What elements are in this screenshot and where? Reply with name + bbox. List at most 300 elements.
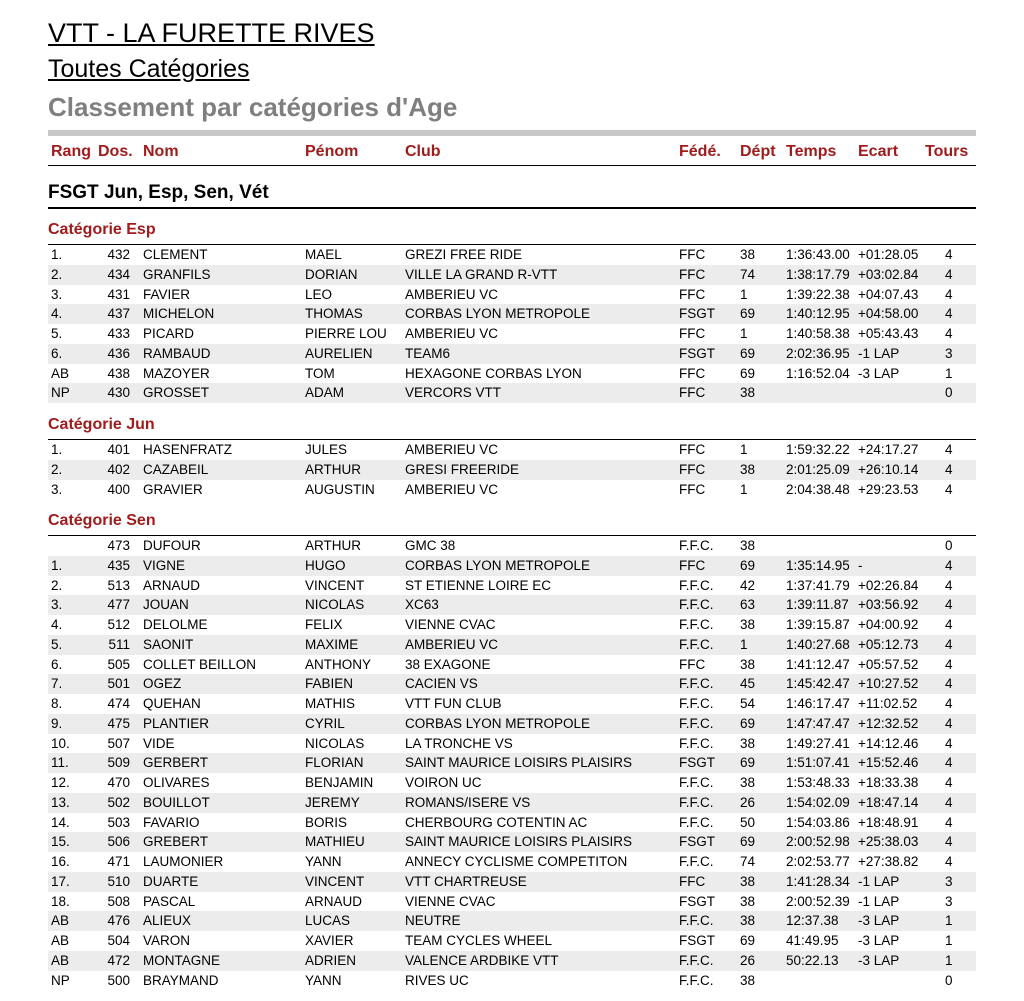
cell-rang: 5.	[51, 326, 63, 341]
cell-ecart: +15:52.46	[858, 755, 919, 771]
cell-temps: 2:00:52.39	[786, 893, 850, 909]
cell-temps: 2:00:52.98	[786, 834, 850, 850]
table-row	[48, 344, 976, 364]
cell-nom: CLEMENT	[143, 247, 208, 262]
cell-nom: ALIEUX	[143, 913, 192, 929]
cell-nom: GRANFILS	[143, 266, 211, 282]
column-header-temps: Temps	[786, 143, 837, 160]
cell-ecart: -3 LAP	[858, 913, 900, 929]
cell-temps: 1:36:43.00	[786, 247, 850, 262]
cell-dossard: 503	[107, 814, 130, 830]
cell-dossard: 512	[107, 617, 130, 632]
cell-dossard: 474	[107, 696, 130, 711]
cell-nom: BRAYMAND	[143, 972, 219, 988]
column-headers	[48, 143, 976, 163]
cell-tours: 4	[945, 326, 953, 341]
cell-departement: 38	[740, 461, 756, 477]
cell-prenom: MATHIS	[305, 696, 355, 711]
column-header-dos: Dos.	[98, 143, 133, 160]
table-row	[48, 615, 976, 635]
cell-nom: MAZOYER	[143, 365, 210, 381]
cell-federation: F.F.C.	[679, 617, 714, 632]
cell-tours: 4	[945, 735, 953, 751]
cell-nom: BOUILLOT	[143, 794, 210, 810]
cell-tours: 4	[945, 814, 953, 830]
cell-dossard: 513	[107, 577, 130, 593]
cell-club: XC63	[405, 597, 439, 613]
cell-dossard: 502	[107, 794, 130, 810]
cell-club: VTT FUN CLUB	[405, 696, 502, 711]
cell-dossard: 438	[107, 365, 130, 381]
cell-federation: FFC	[679, 557, 706, 573]
cell-federation: FSGT	[679, 306, 715, 322]
cell-rang: 6.	[51, 345, 63, 361]
cell-departement: 38	[740, 538, 756, 553]
cell-dossard: 506	[107, 834, 130, 850]
cell-tours: 4	[945, 617, 953, 632]
table-row	[48, 576, 976, 596]
cell-club: LA TRONCHE VS	[405, 735, 513, 751]
cell-nom: QUEHAN	[143, 696, 201, 711]
cell-club: CORBAS LYON METROPOLE	[405, 306, 591, 322]
cell-nom: VIDE	[143, 735, 175, 751]
cell-prenom: YANN	[305, 854, 342, 869]
cell-rang: 1.	[51, 247, 63, 262]
cell-dossard: 435	[107, 557, 130, 573]
cell-temps: 1:54:02.09	[786, 794, 850, 810]
cell-temps: 1:40:58.38	[786, 326, 850, 341]
cell-dossard: 472	[107, 952, 130, 968]
cell-federation: FSGT	[679, 755, 715, 771]
cell-prenom: BENJAMIN	[305, 775, 374, 790]
cell-federation: F.F.C.	[679, 794, 714, 810]
cell-nom: PASCAL	[143, 893, 196, 909]
cell-temps: 1:40:27.68	[786, 636, 850, 652]
cell-ecart: +14:12.46	[858, 735, 919, 751]
cell-dossard: 507	[107, 735, 130, 751]
cell-temps: 1:39:11.87	[786, 597, 849, 613]
table-row	[48, 460, 976, 480]
cell-nom: DELOLME	[143, 617, 208, 632]
cell-prenom: FELIX	[305, 617, 343, 632]
cell-federation: FSGT	[679, 834, 715, 850]
cell-rang: 2.	[51, 577, 63, 593]
cell-rang: NP	[51, 972, 70, 988]
cell-club: VERCORS VTT	[405, 385, 502, 401]
cell-nom: VIGNE	[143, 557, 186, 573]
cell-nom: MONTAGNE	[143, 952, 220, 968]
column-header-prenom: Pénom	[305, 143, 359, 160]
table-row	[48, 304, 976, 324]
cell-temps: 1:47:47.47	[786, 715, 850, 731]
cell-prenom: LEO	[305, 286, 333, 302]
cell-ecart: +29:23.53	[858, 481, 919, 497]
cell-rang: 7.	[51, 676, 63, 692]
cell-tours: 0	[945, 972, 953, 988]
cell-club: HEXAGONE CORBAS LYON	[405, 365, 582, 381]
cell-tours: 4	[945, 461, 953, 477]
cell-prenom: JEREMY	[305, 794, 360, 810]
cell-rang: 8.	[51, 696, 63, 711]
cell-departement: 38	[740, 656, 756, 672]
table-row	[48, 911, 976, 931]
cell-rang: 1.	[51, 557, 63, 573]
cell-dossard: 504	[107, 933, 130, 948]
cell-departement: 1	[740, 442, 748, 457]
cell-club: ST ETIENNE LOIRE EC	[405, 577, 552, 593]
cell-tours: 4	[945, 755, 953, 771]
cell-federation: F.F.C.	[679, 715, 714, 731]
header-separator	[48, 130, 976, 136]
cell-ecart: -1 LAP	[858, 345, 900, 361]
cell-club: AMBERIEU VC	[405, 326, 499, 341]
cell-prenom: ARTHUR	[305, 538, 362, 553]
cell-prenom: TOM	[305, 365, 335, 381]
table-row	[48, 324, 976, 344]
cell-rang: 2.	[51, 461, 63, 477]
column-header-club: Club	[405, 143, 441, 160]
cell-rang: 4.	[51, 617, 63, 632]
cell-federation: F.F.C.	[679, 577, 714, 593]
cell-prenom: MAXIME	[305, 636, 359, 652]
cell-rang: 6.	[51, 656, 63, 672]
cell-rang: 10.	[51, 735, 70, 751]
cell-federation: F.F.C.	[679, 952, 714, 968]
cell-ecart: +01:28.05	[858, 247, 919, 262]
group-rule	[48, 207, 976, 209]
cell-tours: 3	[945, 873, 953, 889]
cell-prenom: CYRIL	[305, 715, 345, 731]
cell-federation: F.F.C.	[679, 972, 714, 988]
cell-dossard: 500	[107, 972, 130, 988]
cell-prenom: XAVIER	[305, 933, 354, 948]
cell-temps: 1:35:14.95	[786, 557, 850, 573]
cell-dossard: 505	[107, 656, 130, 672]
cell-temps: 1:16:52.04	[786, 365, 850, 381]
cell-dossard: 434	[107, 266, 130, 282]
table-row	[48, 832, 976, 852]
cell-prenom: FLORIAN	[305, 755, 364, 771]
cell-rang: 12.	[51, 775, 70, 790]
cell-federation: F.F.C.	[679, 676, 714, 692]
cell-federation: F.F.C.	[679, 775, 714, 790]
column-header-dept: Dépt	[740, 143, 776, 160]
cell-tours: 0	[945, 385, 953, 401]
cell-tours: 0	[945, 538, 953, 553]
table-row	[48, 440, 976, 460]
cell-dossard: 433	[107, 326, 130, 341]
cell-dossard: 436	[107, 345, 130, 361]
cell-temps: 1:46:17.47	[786, 696, 850, 711]
cell-temps: 41:49.95	[786, 933, 839, 948]
cell-departement: 54	[740, 696, 756, 711]
cell-ecart: -3 LAP	[858, 952, 900, 968]
page-title: VTT - LA FURETTE RIVES	[48, 18, 375, 48]
cell-temps: 2:01:25.09	[786, 461, 850, 477]
cell-departement: 38	[740, 775, 756, 790]
cell-departement: 38	[740, 735, 756, 751]
cell-tours: 4	[945, 854, 953, 869]
cell-federation: FFC	[679, 656, 706, 672]
cell-dossard: 400	[107, 481, 130, 497]
cell-club: RIVES UC	[405, 972, 469, 988]
table-row	[48, 635, 976, 655]
cell-departement: 1	[740, 481, 748, 497]
table-row	[48, 285, 976, 305]
cell-nom: DUFOUR	[143, 538, 201, 553]
cell-dossard: 430	[107, 385, 130, 401]
cell-nom: GRAVIER	[143, 481, 203, 497]
cell-prenom: VINCENT	[305, 577, 365, 593]
cell-prenom: MAEL	[305, 247, 342, 262]
cell-club: GMC 38	[405, 538, 456, 553]
cell-club: VIENNE CVAC	[405, 617, 496, 632]
cell-departement: 38	[740, 873, 756, 889]
category-section	[48, 414, 976, 499]
cell-nom: SAONIT	[143, 636, 194, 652]
cell-tours: 4	[945, 557, 953, 573]
cell-temps: 2:02:53.77	[786, 854, 850, 869]
table-row	[48, 245, 976, 265]
table-row	[48, 364, 976, 384]
cell-nom: FAVIER	[143, 286, 191, 302]
cell-prenom: BORIS	[305, 814, 348, 830]
cell-tours: 4	[945, 715, 953, 731]
cell-federation: FFC	[679, 286, 706, 302]
category-section	[48, 510, 976, 990]
cell-federation: FFC	[679, 326, 706, 341]
cell-dossard: 470	[107, 775, 130, 790]
cell-temps: 1:39:22.38	[786, 286, 850, 302]
cell-nom: LAUMONIER	[143, 854, 224, 869]
cell-ecart: +05:12.73	[858, 636, 919, 652]
cell-prenom: NICOLAS	[305, 597, 365, 613]
cell-temps: 1:41:28.34	[786, 873, 850, 889]
table-row	[48, 383, 976, 403]
cell-club: AMBERIEU VC	[405, 481, 499, 497]
cell-prenom: YANN	[305, 972, 342, 988]
table-row	[48, 536, 976, 556]
cell-nom: RAMBAUD	[143, 345, 211, 361]
cell-nom: PLANTIER	[143, 715, 210, 731]
cell-tours: 4	[945, 636, 953, 652]
cell-temps: 50:22.13	[786, 952, 839, 968]
table-row	[48, 265, 976, 285]
cell-departement: 38	[740, 247, 756, 262]
cell-ecart: -	[858, 557, 863, 573]
cell-prenom: AUGUSTIN	[305, 481, 375, 497]
cell-club: VTT CHARTREUSE	[405, 873, 527, 889]
cell-dossard: 477	[107, 597, 130, 613]
cell-federation: F.F.C.	[679, 538, 714, 553]
cell-temps: 1:59:32.22	[786, 442, 850, 457]
cell-departement: 74	[740, 266, 756, 282]
cell-departement: 74	[740, 854, 756, 869]
cell-tours: 4	[945, 696, 953, 711]
cell-departement: 38	[740, 617, 756, 632]
cell-departement: 38	[740, 893, 756, 909]
cell-rang: NP	[51, 385, 70, 401]
cell-nom: MICHELON	[143, 306, 215, 322]
cell-federation: F.F.C.	[679, 696, 714, 711]
cell-temps: 2:04:38.48	[786, 481, 850, 497]
cell-club: VALENCE ARDBIKE VTT	[405, 952, 559, 968]
cell-departement: 50	[740, 814, 756, 830]
cell-prenom: HUGO	[305, 557, 346, 573]
cell-rang: 2.	[51, 266, 63, 282]
cell-tours: 4	[945, 247, 953, 262]
cell-prenom: AURELIEN	[305, 345, 373, 361]
table-row	[48, 931, 976, 951]
cell-temps: 1:45:42.47	[786, 676, 850, 692]
cell-club: VIENNE CVAC	[405, 893, 496, 909]
cell-tours: 4	[945, 481, 953, 497]
cell-tours: 4	[945, 834, 953, 850]
table-row	[48, 951, 976, 971]
cell-federation: FSGT	[679, 933, 715, 948]
table-row	[48, 773, 976, 793]
cell-prenom: DORIAN	[305, 266, 358, 282]
cell-rang: AB	[51, 913, 70, 929]
cell-dossard: 508	[107, 893, 130, 909]
cell-nom: HASENFRATZ	[143, 442, 233, 457]
cell-departement: 1	[740, 326, 748, 341]
cell-federation: FSGT	[679, 893, 715, 909]
cell-temps: 1:54:03.86	[786, 814, 850, 830]
cell-rang: AB	[51, 365, 70, 381]
cell-departement: 26	[740, 952, 756, 968]
cell-tours: 4	[945, 577, 953, 593]
cell-departement: 1	[740, 636, 748, 652]
category-title: Catégorie Jun	[48, 416, 155, 433]
cell-prenom: ANTHONY	[305, 656, 372, 672]
cell-rang: 5.	[51, 636, 63, 652]
cell-nom: OGEZ	[143, 676, 182, 692]
cell-temps: 2:02:36.95	[786, 345, 850, 361]
cell-ecart: +10:27.52	[858, 676, 919, 692]
table-row	[48, 694, 976, 714]
page-heading: Classement par catégories d'Age	[48, 92, 458, 122]
cell-departement: 42	[740, 577, 756, 593]
cell-club: TEAM6	[405, 345, 451, 361]
cell-departement: 69	[740, 557, 756, 573]
cell-ecart: +26:10.14	[858, 461, 919, 477]
table-row	[48, 714, 976, 734]
cell-departement: 38	[740, 972, 756, 988]
cell-ecart: -3 LAP	[858, 933, 900, 948]
cell-club: CORBAS LYON METROPOLE	[405, 557, 591, 573]
column-header-nom: Nom	[143, 143, 179, 160]
cell-rang: 13.	[51, 794, 70, 810]
cell-tours: 4	[945, 442, 953, 457]
cell-nom: COLLET BEILLON	[143, 656, 257, 672]
cell-club: VOIRON UC	[405, 775, 482, 790]
cell-rang: 9.	[51, 715, 63, 731]
cell-federation: FFC	[679, 873, 706, 889]
cell-ecart: +02:26.84	[858, 577, 919, 593]
cell-departement: 69	[740, 933, 756, 948]
cell-prenom: ADRIEN	[305, 952, 357, 968]
cell-departement: 69	[740, 715, 756, 731]
table-row	[48, 892, 976, 912]
cell-rang: 18.	[51, 893, 70, 909]
cell-federation: F.F.C.	[679, 735, 714, 751]
cell-temps: 1:41:12.47	[786, 656, 850, 672]
cell-nom: ARNAUD	[143, 577, 201, 593]
cell-ecart: +05:57.52	[858, 656, 919, 672]
cell-departement: 69	[740, 755, 756, 771]
cell-federation: F.F.C.	[679, 854, 714, 869]
cell-tours: 1	[945, 913, 953, 929]
cell-federation: FFC	[679, 481, 706, 497]
cell-departement: 38	[740, 385, 756, 401]
cell-ecart: +03:02.84	[858, 266, 919, 282]
cell-ecart: +24:17.27	[858, 442, 919, 457]
table-row	[48, 595, 976, 615]
cell-prenom: ARTHUR	[305, 461, 362, 477]
cell-prenom: ARNAUD	[305, 893, 363, 909]
cell-rang: AB	[51, 933, 70, 948]
cell-ecart: +04:07.43	[858, 286, 919, 302]
cell-tours: 3	[945, 893, 953, 909]
cell-club: 38 EXAGONE	[405, 656, 491, 672]
cell-ecart: -1 LAP	[858, 893, 900, 909]
cell-federation: F.F.C.	[679, 636, 714, 652]
cell-dossard: 475	[107, 715, 130, 731]
cell-rang: 3.	[51, 481, 63, 497]
cell-club: VILLE LA GRAND R-VTT	[405, 266, 558, 282]
cell-departement: 26	[740, 794, 756, 810]
cell-dossard: 402	[107, 461, 130, 477]
cell-ecart: +27:38.82	[858, 854, 919, 869]
group-title: FSGT Jun, Esp, Sen, Vét	[48, 182, 269, 203]
category-title: Catégorie Sen	[48, 512, 156, 529]
cell-temps: 1:38:17.79	[786, 266, 850, 282]
cell-ecart: +12:32.52	[858, 715, 919, 731]
cell-ecart: +18:48.91	[858, 814, 919, 830]
cell-prenom: VINCENT	[305, 873, 365, 889]
table-row	[48, 753, 976, 773]
cell-rang: 11.	[51, 755, 69, 771]
cell-departement: 1	[740, 286, 748, 302]
cell-dossard: 511	[108, 636, 130, 652]
cell-nom: PICARD	[143, 326, 195, 341]
cell-dossard: 401	[107, 442, 130, 457]
cell-temps: 1:51:07.41	[786, 755, 850, 771]
table-row	[48, 655, 976, 675]
cell-federation: F.F.C.	[679, 597, 714, 613]
cell-club: ANNECY CYCLISME COMPETITON	[405, 854, 628, 869]
table-row	[48, 734, 976, 754]
cell-dossard: 471	[107, 854, 130, 869]
cell-tours: 4	[945, 597, 953, 613]
cell-ecart: +11:02.52	[858, 696, 918, 711]
cell-ecart: +05:43.43	[858, 326, 919, 341]
table-row	[48, 674, 976, 694]
cell-nom: GROSSET	[143, 385, 210, 401]
cell-club: NEUTRE	[405, 913, 461, 929]
cell-ecart: +04:58.00	[858, 306, 919, 322]
column-header-tours: Tours	[925, 143, 969, 160]
cell-temps: 1:37:41.79	[786, 577, 850, 593]
cell-federation: FFC	[679, 461, 706, 477]
column-header-fede: Fédé.	[679, 143, 721, 160]
cell-ecart: +18:47.14	[858, 794, 919, 810]
cell-temps: 1:39:15.87	[786, 617, 850, 632]
table-row	[48, 793, 976, 813]
cell-temps: 12:37.38	[786, 913, 839, 929]
cell-dossard: 431	[107, 286, 130, 302]
